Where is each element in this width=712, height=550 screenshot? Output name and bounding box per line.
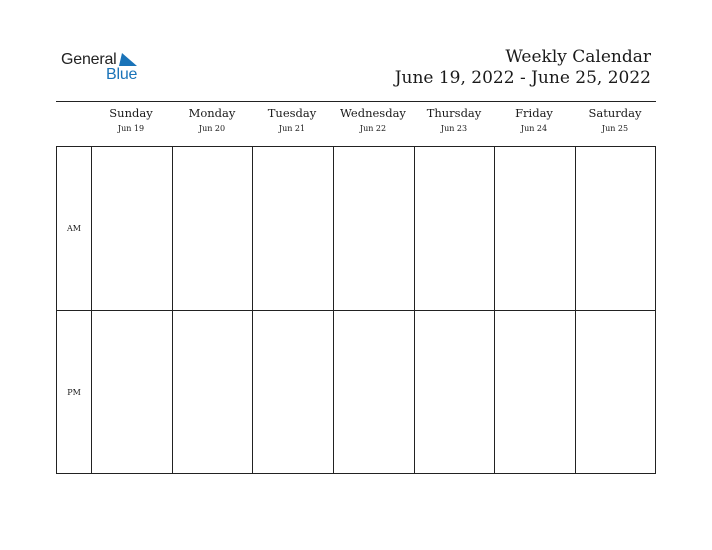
logo-word-general: General <box>61 51 117 68</box>
day-header-tuesday <box>252 106 332 134</box>
day-header-thursday <box>414 106 494 134</box>
calendar-title: Weekly Calendar <box>505 47 651 67</box>
cell-tuesday-am[interactable] <box>253 147 333 310</box>
period-label-pm: PM <box>67 388 81 397</box>
day-date: Jun 25 <box>601 124 629 133</box>
day-date: Jun 21 <box>278 124 306 133</box>
cell-saturday-am[interactable] <box>576 147 655 310</box>
cell-thursday-am[interactable] <box>415 147 494 310</box>
cell-friday-am[interactable] <box>495 147 575 310</box>
day-date: Jun 19 <box>117 124 145 133</box>
cell-monday-am[interactable] <box>173 147 252 310</box>
header-divider <box>56 101 656 102</box>
day-header-sunday <box>91 106 171 134</box>
cell-wednesday-pm[interactable] <box>334 311 414 473</box>
day-name: Monday <box>188 106 236 120</box>
general-blue-logo <box>61 51 151 85</box>
cell-sunday-am[interactable] <box>92 147 172 310</box>
logo-triangle-icon <box>119 53 137 67</box>
day-name: Saturday <box>588 106 642 120</box>
day-header-saturday <box>575 106 655 134</box>
day-date: Jun 20 <box>198 124 226 133</box>
date-range: June 19, 2022 - June 25, 2022 <box>394 68 651 88</box>
day-name: Wednesday <box>340 106 406 120</box>
cell-saturday-pm[interactable] <box>576 311 655 473</box>
day-name: Tuesday <box>267 106 317 120</box>
day-header-monday <box>172 106 252 134</box>
period-label-am: AM <box>67 224 81 233</box>
day-name: Sunday <box>109 106 153 120</box>
calendar-grid <box>56 146 656 474</box>
day-date: Jun 24 <box>520 124 548 133</box>
cell-friday-pm[interactable] <box>495 311 575 473</box>
day-header-wednesday <box>333 106 413 134</box>
cell-wednesday-am[interactable] <box>334 147 414 310</box>
day-date: Jun 22 <box>359 124 387 133</box>
cell-tuesday-pm[interactable] <box>253 311 333 473</box>
logo-word-blue: Blue <box>106 66 138 83</box>
day-name: Friday <box>515 106 553 120</box>
cell-sunday-pm[interactable] <box>92 311 172 473</box>
day-name: Thursday <box>426 106 482 120</box>
cell-thursday-pm[interactable] <box>415 311 494 473</box>
day-date: Jun 23 <box>440 124 468 133</box>
cell-monday-pm[interactable] <box>173 311 252 473</box>
day-header-friday <box>494 106 574 134</box>
